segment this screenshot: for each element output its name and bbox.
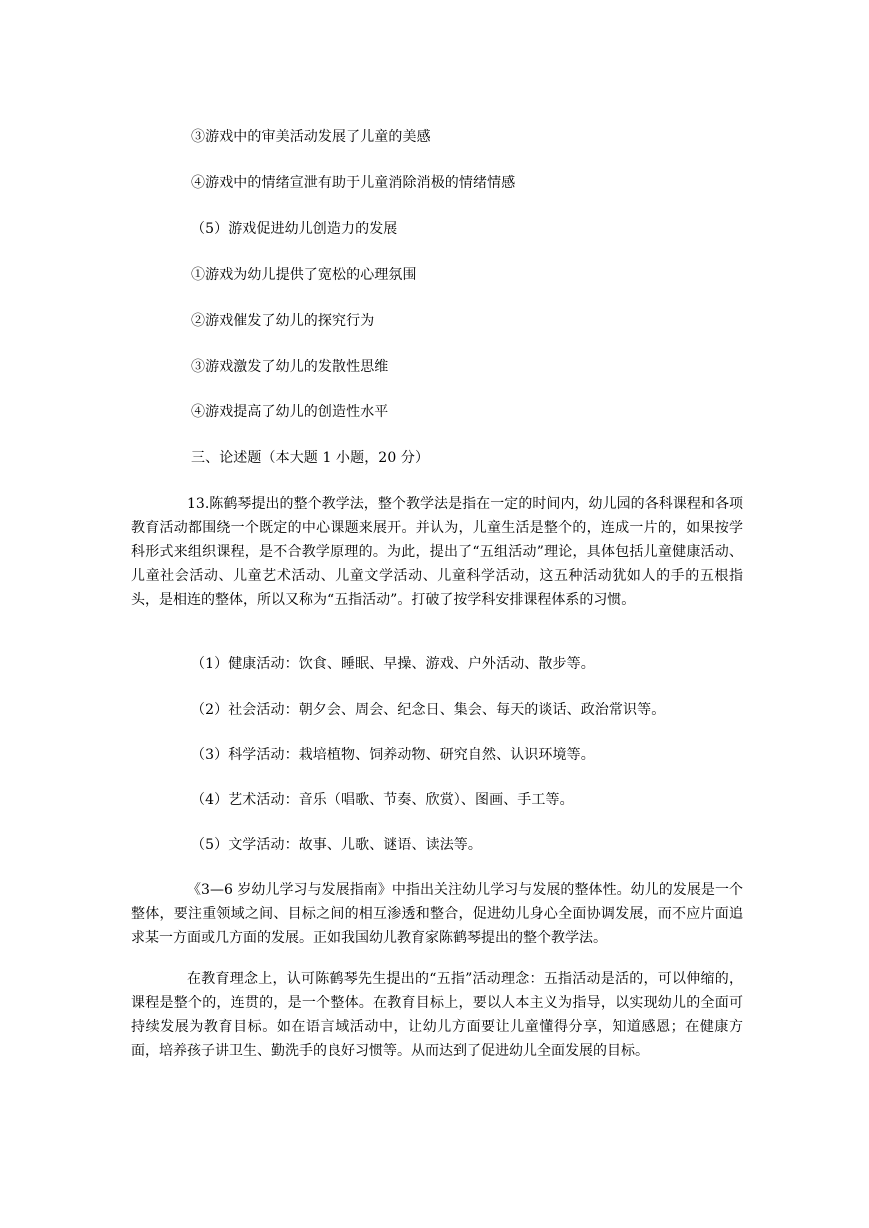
question-13-paragraph: 13.陈鹤琴提出的整个教学法，整个教学法是指在一定的时间内，幼儿园的各科课程和各项教育活动都围绕一个既定的中心课题来展开。并认为，儿童生活是整个的，连成一片的，如果按学科形式来组织课程，是不合教学原理的。为此，提出了“五组活动”理论，具体包括儿童健康活动、儿童社会活动、儿童艺术活动、儿童文学活动、儿童科学活动，这五种活动犹如人的手的五根指头，是相连的整体，所以又称为“五指活动”。打破了按学科安排课程体系的习惯。 — [131, 496, 743, 608]
answer-line-atmosphere: ①游戏为幼儿提供了宽松的心理氛围 — [191, 267, 417, 283]
answer-heading-creativity: （5）游戏促进幼儿创造力的发展 — [191, 221, 398, 237]
guide-paragraph: 《3—6 岁幼儿学习与发展指南》中指出关注幼儿学习与发展的整体性。幼儿的发展是一个整体，要注重领域之间、目标之间的相互渗透和整合，促进幼儿身心全面协调发展，而不应片面追求某一方面或几方面的发展。正如我国幼儿教育家陈鹤琴提出的整个教学法。 — [131, 882, 743, 946]
answer-line-creativity-level: ④游戏提高了幼儿的创造性水平 — [191, 404, 389, 420]
activity-literature: （5）文学活动：故事、儿歌、谜语、读法等。 — [191, 837, 483, 853]
activity-science: （3）科学活动：栽培植物、饲养动物、研究自然、认识环境等。 — [191, 747, 595, 763]
answer-line-emotion: ④游戏中的情绪宣泄有助于儿童消除消极的情绪情感 — [191, 175, 516, 191]
activity-art: （4）艺术活动：音乐（唱歌、节奏、欣赏）、图画、手工等。 — [191, 792, 574, 808]
answer-line-aesthetic: ③游戏中的审美活动发展了儿童的美感 — [191, 129, 431, 145]
concept-paragraph: 在教育理念上，认可陈鹤琴先生提出的“五指”活动理念：五指活动是活的，可以伸缩的，课程是整个的，连贯的，是一个整体。在教育目标上，要以人本主义为指导，以实现幼儿的全面可持续发展为教育目标。如在语言域活动中，让幼儿方面要让儿童懂得分享，知道感恩；在健康方面，培养孩子讲卫生、勤洗手的良好习惯等。从而达到了促进幼儿全面发展的目标。 — [131, 971, 743, 1059]
activity-health: （1）健康活动：饮食、睡眠、早操、游戏、户外活动、散步等。 — [191, 656, 595, 672]
section-heading-essay: 三、论述题（本大题 1 小题，20 分） — [191, 450, 430, 466]
answer-line-divergent-thinking: ③游戏激发了幼儿的发散性思维 — [191, 359, 389, 375]
activity-social: （2）社会活动：朝夕会、周会、纪念日、集会、每天的谈话、政治常识等。 — [191, 702, 666, 718]
answer-line-exploration: ②游戏催发了幼儿的探究行为 — [191, 313, 375, 329]
